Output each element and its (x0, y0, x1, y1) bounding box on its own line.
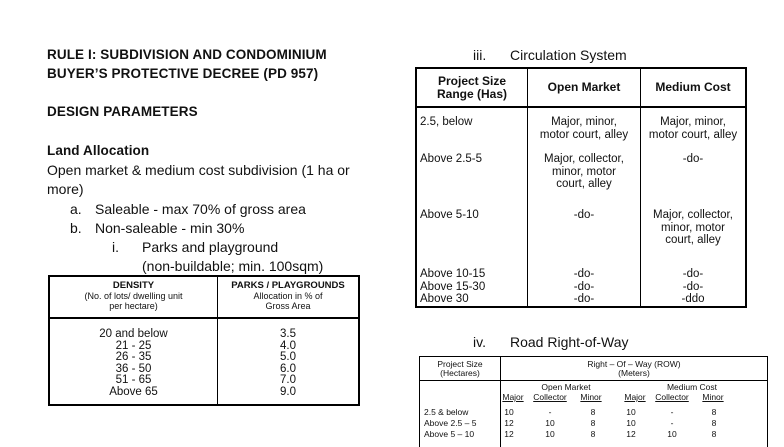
row-value: 10 (667, 429, 677, 439)
density-header-sub-1: (No. of lots/ dwelling unit (84, 291, 183, 301)
size-line: Above 15-30 (420, 280, 486, 293)
medium-cost-cell: -do- (682, 153, 704, 165)
cell-line: -do- (682, 268, 704, 280)
row-value: 8 (711, 429, 717, 439)
density-header-title: DENSITY (112, 280, 155, 291)
land-allocation-heading: Land Allocation (47, 143, 150, 158)
cell-line: Major, minor, (551, 116, 617, 128)
row-value: 10 (545, 429, 555, 439)
allocation-value: 9.0 (280, 385, 296, 398)
cell-line: minor, motor (552, 165, 616, 178)
allocation-value: 5.0 (280, 351, 296, 363)
cell-line: motor court, alley (539, 128, 629, 141)
allocation-value: 7.0 (280, 374, 296, 386)
row-value: 12 (504, 429, 514, 439)
parks-header-sub-2: Gross Area (265, 301, 311, 311)
row-value: 8 (590, 407, 596, 417)
intro-line-1: Open market & medium cost subdivision (1 ha or (47, 162, 350, 178)
row-value: 8 (711, 418, 717, 428)
rule-title-line-2: BUYER’S PROTECTIVE DECREE (PD 957) (47, 66, 319, 81)
parks-header-sub-1: Allocation in % of (253, 291, 323, 301)
allocation-value: 4.0 (280, 339, 296, 352)
row-value: 12 (504, 418, 514, 428)
item-b-marker: b. (70, 220, 82, 236)
row-subheader: Collector (655, 392, 689, 402)
row-medium-cost-header: Medium Cost (666, 382, 718, 392)
row-value: - (670, 418, 674, 428)
density-parks-table (48, 275, 360, 406)
cell-line: minor, motor (661, 221, 725, 234)
density-header-sub-2: per hectare) (109, 301, 158, 311)
right-of-way-table (419, 356, 768, 447)
row-heading-marker: iv. (473, 334, 486, 350)
item-i-marker: i. (112, 239, 119, 255)
project-size-header (416, 68, 528, 107)
parks-header-title: PARKS / PLAYGROUNDS (231, 280, 345, 291)
medium-cost-cell (641, 201, 747, 257)
row-project-size-line-2: (Hectares) (440, 368, 480, 378)
parks-column-header (218, 276, 360, 318)
design-parameters-heading: DESIGN PARAMETERS (47, 104, 198, 119)
row-value: 10 (626, 407, 636, 417)
row-value: 8 (711, 407, 717, 417)
cell-line: Major, collector, (544, 153, 624, 165)
project-size-header-line-1: Project Size (437, 73, 507, 88)
density-column-header (49, 276, 218, 318)
row-value: - (670, 407, 674, 417)
column-divider (500, 357, 501, 447)
project-size-header-line-2: Range (Has) (436, 86, 507, 101)
circulation-table (415, 67, 747, 308)
row-open-market-header: Open Market (541, 382, 591, 392)
medium-cost-cell (641, 257, 747, 307)
allocation-values-cell (218, 318, 360, 405)
row-value: 10 (626, 418, 636, 428)
open-market-cell (528, 147, 641, 201)
cell-line: motor court, alley (648, 128, 738, 141)
density-value: 20 and below (99, 328, 168, 340)
size-cell: Above 2.5-5 (416, 147, 528, 201)
density-value: 36 - 50 (115, 362, 152, 375)
table-row (416, 257, 746, 307)
row-value: 8 (590, 418, 596, 428)
medium-cost-header: Medium Cost (655, 80, 731, 94)
row-value: 8 (590, 429, 596, 439)
table-row (416, 147, 746, 201)
density-value: 21 - 25 (115, 339, 152, 352)
row-subheader: Major (502, 392, 524, 402)
row-size: Above 2.5 – 5 (424, 418, 477, 428)
row-title (502, 360, 766, 378)
density-value: 26 - 35 (115, 351, 152, 363)
density-value: Above 65 (109, 385, 158, 398)
cell-line: -do- (573, 268, 595, 280)
row-subheader: Collector (533, 392, 567, 402)
open-market-header: Open Market (528, 68, 641, 107)
open-market-cell (528, 257, 641, 307)
density-values-cell (49, 318, 218, 405)
row-title-line-1: Right – Of – Way (ROW) (587, 359, 681, 369)
cell-line: -do- (573, 293, 595, 305)
cell-line: court, alley (556, 178, 612, 190)
size-cell: 2.5, below (416, 107, 528, 147)
cell-line: Major, collector, (653, 209, 733, 221)
row-value: - (548, 407, 552, 417)
row-size: Above 5 – 10 (424, 429, 475, 439)
medium-cost-cell (641, 107, 747, 147)
table-row (416, 107, 746, 147)
row-subheader: Minor (580, 392, 602, 402)
row-project-size-header (420, 360, 500, 378)
row-value: 10 (545, 418, 555, 428)
allocation-value: 6.0 (280, 362, 296, 375)
row-project-size-line-1: Project Size (437, 359, 483, 369)
cell-line: -ddo (681, 293, 705, 305)
row-size: 2.5 & below (424, 407, 469, 417)
open-market-cell (528, 107, 641, 147)
header-divider (420, 380, 767, 381)
row-value: 12 (626, 429, 636, 439)
size-cell (416, 257, 528, 307)
item-a-text: Saleable - max 70% of gross area (95, 201, 306, 217)
rule-title-line-1: RULE I: SUBDIVISION AND CONDOMINIUM (47, 47, 327, 62)
row-value: 10 (504, 407, 514, 417)
row-heading: Road Right-of-Way (510, 334, 629, 350)
item-i-text: Parks and playground (142, 239, 279, 255)
size-cell: Above 5-10 (416, 201, 528, 257)
item-b-text: Non-saleable - min 30% (95, 220, 245, 236)
cell-line: -do- (573, 280, 595, 293)
item-i-subtext: (non-buildable; min. 100sqm) (142, 258, 324, 274)
row-subheader: Major (624, 392, 646, 402)
cell-line: court, alley (665, 234, 721, 246)
intro-line-2: more) (47, 181, 84, 197)
cell-line: Major, minor, (660, 116, 726, 128)
table-row (416, 201, 746, 257)
cell-line: -do- (682, 280, 704, 293)
open-market-cell: -do- (528, 201, 641, 257)
density-value: 51 - 65 (115, 374, 152, 386)
row-subheader: Minor (702, 392, 724, 402)
allocation-value: 3.5 (280, 328, 296, 340)
size-line: Above 10-15 (420, 268, 486, 280)
row-title-line-2: (Meters) (618, 368, 650, 378)
size-line: Above 30 (420, 293, 469, 305)
circulation-heading: Circulation System (510, 47, 627, 63)
circulation-heading-marker: iii. (473, 47, 487, 63)
item-a-marker: a. (70, 201, 82, 217)
